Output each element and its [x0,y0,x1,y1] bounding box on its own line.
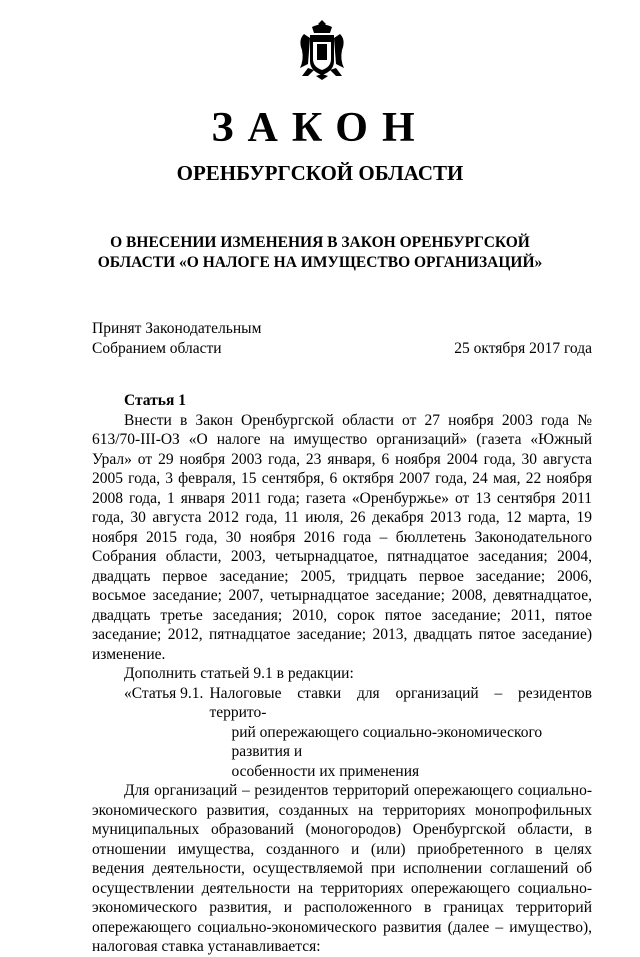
adoption-info [92,319,352,359]
region-title: ОРЕНБУРГСКОЙ ОБЛАСТИ [176,161,464,185]
adoption-line-1: Принят Законодательным [92,320,262,337]
adoption-date: 25 октября 2017 года [454,340,592,357]
adoption-line-2: Собранием области [92,340,222,357]
article-9-1-title-line-3: особенности их применения [231,762,420,780]
article-9-1-number: «Статья 9.1. [124,684,204,702]
article-paragraph-1: Внести в Закон Оренбургской области от 27 ноября 2003 года № 613/70-III-ОЗ «О налоге на имущество организаций» (газета «Южный Урал» от 29 ноября 2003 года, 23 января, 6 ноября 2004 года, 30 августа 2005 года, 3 февраля, 15 сентября, 6 октября 2007 года, 24 мая, 22 ноября 2008 года, 1 января 2011 года; газета «Оренбуржье» от 13 сентября 2011 года, 30 августа 2012 года, 11 июля, 26 декабря 2013 года, 12 марта, 19 ноября 2015 года, 30 ноября 2016 года – бюллетень Законодательного Собрания области, 2003, четырнадцатое, пятнадцатое заседания; 2004, двадцать первое заседание; 2005, тридцать первое заседание; 2006, восьмое заседание; 2007, четырнадцатое заседание; 2008, девятнадцатое, двадцать третье заседания; 2010, сорок пятое заседание; 2011, пятое заседание; 2012, пятнадцатое заседание; 2013, двадцать пятое заседание) изменение. [92,411,592,663]
law-title: ЗАКОН [211,105,429,151]
article-9-1-title [209,684,592,782]
law-subject: О ВНЕСЕНИИ ИЗМЕНЕНИЯ В ЗАКОН ОРЕНБУРГСКОЙ ОБЛАСТИ «О НАЛОГЕ НА ИМУЩЕСТВО ОРГАНИЗАЦИЙ» [97,234,543,271]
coat-of-arms-icon [298,18,346,82]
article-9-1-title-line-1: Налоговые ставки для организаций – резидентов террито- [209,684,592,721]
article-heading: Статья 1 [124,392,186,409]
article-9-1-heading [92,684,592,782]
article-paragraph-2: Дополнить статьей 9.1 в редакции: [124,665,354,682]
article-paragraph-3: Для организаций – резидентов территорий опережающего социально-экономического развития, созданных на территориях монопрофильных муниципальных образований (моногородов) Оренбургской области, в отношении имущества, созданного и (или) приобретенного в целях ведения деятельности, осуществляемой при исполнении соглашений об осуществлении деятельности на территориях опережающего социально-экономического развития, и расположенного в границах территорий опережающего социально-экономического развития (далее – имущество), налоговая ставка устанавливается: [92,782,592,955]
article-9-1-title-line-2: рий опережающего социально-экономического развития и [231,723,543,760]
article-1 [92,391,592,957]
